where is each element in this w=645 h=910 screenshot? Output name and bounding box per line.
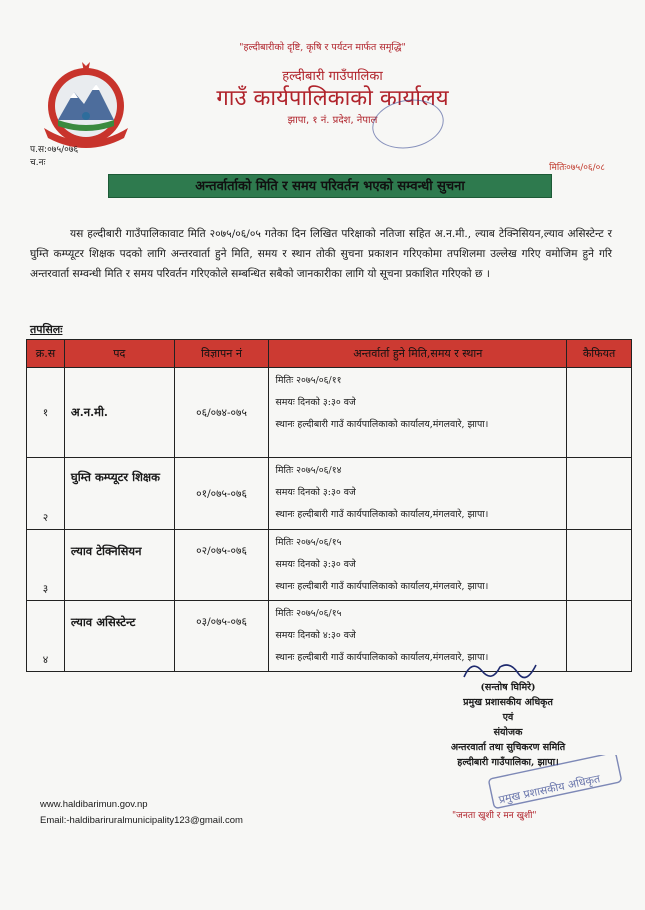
municipality-name: हल्दीबारी गाउँपालिका <box>282 69 383 84</box>
signatory-title: प्रमुख प्रशासकीय अधिकृत <box>463 697 553 708</box>
row-time: समयः दिनको ३:३० वजे <box>275 559 356 570</box>
table-header-row <box>27 340 632 368</box>
row-sn <box>27 368 65 458</box>
signatory-role: संयोजक <box>493 727 523 738</box>
header-remarks: कैफियत <box>567 340 632 368</box>
row-sn <box>27 530 65 601</box>
row-sn <box>27 458 65 530</box>
reference-number: प.स:०७५/०७६ <box>30 145 79 155</box>
row-post: अ.न.मी. <box>64 368 174 458</box>
row-sn-text: ३ <box>42 583 49 595</box>
row-date: मितिः २०७५/०६/१४ <box>275 465 342 476</box>
row-sn <box>27 601 65 672</box>
row-advertisement: ०६/०७४-०७५ <box>174 368 269 458</box>
row-place: स्थानः हल्दीबारी गाउँ कार्यपालिकाको कार्यालय,मंगलवारे, झापा। <box>275 509 489 520</box>
table-row <box>27 458 632 530</box>
row-date: मितिः २०७५/०६/१५ <box>275 537 342 548</box>
table-row <box>27 601 632 672</box>
office-name: गाउँ कार्यपालिकाको कार्यालय <box>216 86 449 111</box>
row-remark <box>567 601 632 672</box>
row-remark <box>567 368 632 458</box>
signatory-and: एवं <box>502 712 514 723</box>
notice-date: मितिः०७५/०६/०८ <box>549 163 605 173</box>
row-time: समयः दिनको ३:३० वजे <box>275 397 356 408</box>
row-date: मितिः २०७५/०६/११ <box>275 375 342 386</box>
row-advertisement: ०३/०७५-०७६ <box>174 601 269 672</box>
table-row <box>27 530 632 601</box>
header-schedule: अन्तर्वार्ता हुने मिति,समय र स्थान <box>269 340 567 368</box>
row-sn-text: ४ <box>42 654 49 666</box>
row-time: समयः दिनको ४:३० वजे <box>275 630 356 641</box>
row-time: समयः दिनको ३:३० वजे <box>275 487 356 498</box>
footer-slogan: "जनता खुशी र मन खुशी" <box>452 811 537 821</box>
row-place: स्थानः हल्दीबारी गाउँ कार्यपालिकाको कार्यालय,मंगलवारे, झापा। <box>275 652 489 663</box>
row-post: ल्याव टेक्निसियन <box>64 530 174 601</box>
row-advertisement: ०१/०७५-०७६ <box>174 458 269 530</box>
header-advertisement: विज्ञापन नं <box>174 340 269 368</box>
row-schedule <box>269 530 567 601</box>
row-place: स्थानः हल्दीबारी गाउँ कार्यपालिकाको कार्यालय,मंगलवारे, झापा। <box>275 419 489 430</box>
table-row <box>27 368 632 458</box>
email-address[interactable]: Email:-haldibariruralmunicipality123@gmail.com <box>40 815 243 826</box>
section-label: तपसिलः <box>30 323 63 336</box>
dispatch-number: च.नः <box>30 158 46 168</box>
signatory-office: हल्दीबारी गाउँपालिका, झापा। <box>457 757 559 768</box>
office-address: झापा, १ नं. प्रदेश, नेपाल <box>287 115 378 126</box>
row-sn-text: १ <box>42 406 49 419</box>
header-post: पद <box>64 340 174 368</box>
row-advertisement: ०२/०७५-०७६ <box>174 530 269 601</box>
header-sn: क्र.स <box>27 340 65 368</box>
interview-schedule-table <box>26 339 632 672</box>
row-remark <box>567 458 632 530</box>
website-link[interactable]: www.haldibarimun.gov.np <box>40 799 148 810</box>
row-date: मितिः २०७५/०६/१५ <box>275 608 342 619</box>
official-stamp <box>482 755 632 811</box>
svg-text:प्रमुख प्रशासकीय अधिकृत: प्रमुख प्रशासकीय अधिकृत <box>497 772 602 807</box>
row-schedule <box>269 368 567 458</box>
row-sn-text: २ <box>42 512 49 524</box>
row-schedule <box>269 458 567 530</box>
signatory-name: (सन्तोष घिमिरे) <box>480 682 536 693</box>
notice-body: यस हल्दीबारी गाउँपालिकावाट मिति २०७५/०६/०५ गतेका दिन लिखित परिक्षाको नतिजा सहित अ.न.मी., ल्याब टेक्निसियन,ल्याव असिस्टेन्ट र घुम्ति कम्प्यूटर शिक्षक पदको लागि अन्तरवार्ता हुने मिति, समय र स्थान तोकी सुचना प्रकाशन गरिएकोमा तपशिलमा उल्लेख गरिए वमोजिम हुने गरि अन्तरवार्ता सम्वन्धी मिति र समय परिवर्तन गरिएकोले सम्बन्धित सबैको जानकारीका लागि यो सूचना प्रकाशित गरिएको छ । <box>30 228 612 280</box>
row-post: ल्याव असिस्टेन्ट <box>64 601 174 672</box>
row-remark <box>567 530 632 601</box>
signatory-committee: अन्तरवार्ता तथा सुचिकरण समिति <box>450 742 566 753</box>
row-place: स्थानः हल्दीबारी गाउँ कार्यपालिकाको कार्यालय,मंगलवारे, झापा। <box>275 581 489 592</box>
row-post: घुम्ति कम्प्यूटर शिक्षक <box>64 458 174 530</box>
motto: "हल्दीबारीको दृष्टि, कृषि र पर्यटन मार्फत समृद्धि" <box>239 42 406 53</box>
notice-title: अन्तर्वार्ताको मिति र समय परिवर्तन भएको सम्वन्धी सुचना <box>195 179 465 194</box>
